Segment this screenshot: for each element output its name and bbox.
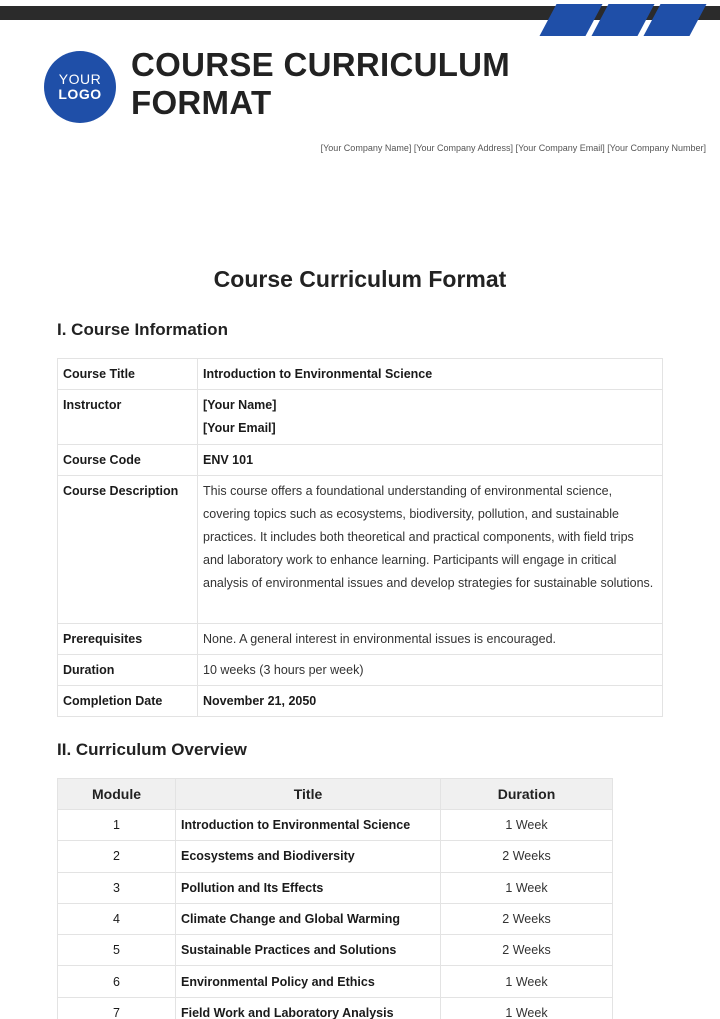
table-row [58,810,613,841]
header-stripes [548,4,720,36]
company-logo [44,51,116,123]
module-duration: 2 Weeks [441,903,613,934]
table-row [58,445,663,476]
module-title: Sustainable Practices and Solutions [176,935,441,966]
row-value: This course offers a foundational understanding of environmental science, covering topics such as ecosystems, biodiversity, pollution, and sustainable practices. It includes both theoretical and practical components, with field trips and laboratory work to enhance learning. Participants will engage in critical analysis of environmental issues and develop strategies for sustainable solutions. [198,476,663,624]
table-row [58,655,663,686]
table-row [58,359,663,390]
section-heading-curriculum-overview: II. Curriculum Overview [57,740,247,759]
logo-text-line1: YOUR [58,71,102,87]
row-label: Course Title [58,359,198,390]
module-number: 3 [58,872,176,903]
row-value: None. A general interest in environmental issues is encouraged. [198,624,663,655]
section-heading-course-information: I. Course Information [57,320,228,339]
module-number: 7 [58,997,176,1019]
row-label: Instructor [58,390,198,445]
stripe [643,4,706,36]
module-title: Climate Change and Global Warming [176,903,441,934]
table-row [58,390,663,445]
instructor-email: [Your Email] [203,421,276,435]
table-row [58,903,613,934]
module-duration: 2 Weeks [441,935,613,966]
table-row [58,935,613,966]
module-title: Field Work and Laboratory Analysis [176,997,441,1019]
table-row [58,841,613,872]
module-number: 6 [58,966,176,997]
module-number: 4 [58,903,176,934]
company-info: [Your Company Name] [Your Company Address] [Your Company Email] [Your Company Number] [320,143,706,153]
row-label: Prerequisites [58,624,198,655]
column-header-module: Module [58,779,176,810]
logo-text-line2: LOGO [58,86,102,102]
row-value: ENV 101 [198,445,663,476]
table-row [58,997,613,1019]
module-title: Introduction to Environmental Science [176,810,441,841]
curriculum-overview-table [57,778,613,1019]
module-duration: 1 Week [441,966,613,997]
column-header-title: Title [176,779,441,810]
row-label: Course Code [58,445,198,476]
instructor-name: [Your Name] [203,398,277,412]
row-value [198,390,663,445]
module-duration: 1 Week [441,997,613,1019]
row-value: November 21, 2050 [198,686,663,717]
table-row [58,476,663,624]
course-information-table [57,358,663,717]
column-header-duration: Duration [441,779,613,810]
table-row [58,966,613,997]
table-row [58,624,663,655]
module-duration: 2 Weeks [441,841,613,872]
module-duration: 1 Week [441,872,613,903]
document-title [131,46,651,122]
module-number: 5 [58,935,176,966]
page-heading: Course Curriculum Format [213,266,507,292]
document-title-line1: COURSE CURRICULUM [131,46,511,83]
module-number: 1 [58,810,176,841]
row-label: Completion Date [58,686,198,717]
module-duration: 1 Week [441,810,613,841]
row-value: Introduction to Environmental Science [198,359,663,390]
table-row [58,686,663,717]
module-title: Ecosystems and Biodiversity [176,841,441,872]
table-header-row [58,779,613,810]
table-row [58,872,613,903]
row-value: 10 weeks (3 hours per week) [198,655,663,686]
module-title: Pollution and Its Effects [176,872,441,903]
module-title: Environmental Policy and Ethics [176,966,441,997]
row-label: Course Description [58,476,198,624]
row-label: Duration [58,655,198,686]
document-title-line2: FORMAT [131,84,272,121]
module-number: 2 [58,841,176,872]
